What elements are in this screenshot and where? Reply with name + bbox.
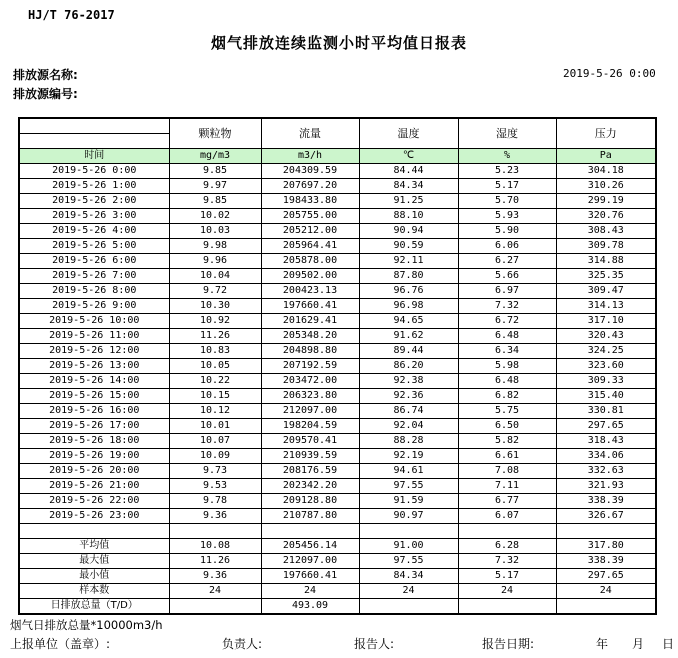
value-cell: 9.98 bbox=[169, 239, 261, 254]
value-cell: 297.65 bbox=[556, 419, 656, 434]
table-row bbox=[19, 179, 656, 194]
value-cell: 5.82 bbox=[458, 434, 556, 449]
value-cell: 86.20 bbox=[359, 359, 458, 374]
value-cell bbox=[359, 524, 458, 539]
time-cell: 2019-5-26 12:00 bbox=[19, 344, 169, 359]
value-cell bbox=[458, 599, 556, 615]
time-cell: 2019-5-26 0:00 bbox=[19, 164, 169, 179]
value-cell: 9.36 bbox=[169, 509, 261, 524]
time-cell: 2019-5-26 2:00 bbox=[19, 194, 169, 209]
value-cell: 84.34 bbox=[359, 569, 458, 584]
value-cell: 97.55 bbox=[359, 554, 458, 569]
table-row bbox=[19, 269, 656, 284]
value-cell: 205964.41 bbox=[261, 239, 359, 254]
value-cell: 212097.00 bbox=[261, 554, 359, 569]
value-cell bbox=[359, 599, 458, 615]
value-cell: 304.18 bbox=[556, 164, 656, 179]
time-cell bbox=[19, 524, 169, 539]
table-row bbox=[19, 509, 656, 524]
value-cell: 6.34 bbox=[458, 344, 556, 359]
value-cell: 314.88 bbox=[556, 254, 656, 269]
time-cell: 2019-5-26 7:00 bbox=[19, 269, 169, 284]
value-cell: 198433.80 bbox=[261, 194, 359, 209]
table-body bbox=[19, 164, 656, 615]
table-row bbox=[19, 374, 656, 389]
table-row bbox=[19, 299, 656, 314]
value-cell: 321.93 bbox=[556, 479, 656, 494]
value-cell: 89.44 bbox=[359, 344, 458, 359]
value-cell: 6.06 bbox=[458, 239, 556, 254]
value-cell: 308.43 bbox=[556, 224, 656, 239]
time-cell: 2019-5-26 4:00 bbox=[19, 224, 169, 239]
value-cell: 210939.59 bbox=[261, 449, 359, 464]
time-cell: 2019-5-26 14:00 bbox=[19, 374, 169, 389]
day-label: 日 bbox=[662, 637, 675, 651]
value-cell: 94.65 bbox=[359, 314, 458, 329]
summary-row bbox=[19, 584, 656, 599]
value-cell: 203472.00 bbox=[261, 374, 359, 389]
unit-cell-flow: m3/h bbox=[261, 149, 359, 164]
table-row bbox=[19, 194, 656, 209]
value-cell: 323.60 bbox=[556, 359, 656, 374]
value-cell: 334.06 bbox=[556, 449, 656, 464]
report-date-label: 报告日期: bbox=[482, 637, 535, 651]
value-cell: 10.04 bbox=[169, 269, 261, 284]
report-unit-label: 上报单位（盖章）: bbox=[10, 637, 111, 651]
value-cell: 92.36 bbox=[359, 389, 458, 404]
value-cell: 205348.20 bbox=[261, 329, 359, 344]
value-cell: 6.07 bbox=[458, 509, 556, 524]
value-cell: 7.32 bbox=[458, 299, 556, 314]
value-cell: 86.74 bbox=[359, 404, 458, 419]
value-cell: 7.11 bbox=[458, 479, 556, 494]
value-cell: 11.26 bbox=[169, 554, 261, 569]
value-cell: 209502.00 bbox=[261, 269, 359, 284]
table-row bbox=[19, 389, 656, 404]
value-cell: 90.97 bbox=[359, 509, 458, 524]
table-row bbox=[19, 329, 656, 344]
time-cell: 2019-5-26 5:00 bbox=[19, 239, 169, 254]
value-cell: 6.97 bbox=[458, 284, 556, 299]
value-cell: 90.59 bbox=[359, 239, 458, 254]
value-cell: 9.78 bbox=[169, 494, 261, 509]
value-cell: 10.03 bbox=[169, 224, 261, 239]
value-cell: 5.93 bbox=[458, 209, 556, 224]
value-cell: 205755.00 bbox=[261, 209, 359, 224]
value-cell: 198204.59 bbox=[261, 419, 359, 434]
value-cell: 5.70 bbox=[458, 194, 556, 209]
value-cell: 202342.20 bbox=[261, 479, 359, 494]
value-cell: 96.76 bbox=[359, 284, 458, 299]
value-cell: 197660.41 bbox=[261, 299, 359, 314]
source-name-label: 排放源名称: bbox=[13, 68, 78, 82]
value-cell: 299.19 bbox=[556, 194, 656, 209]
value-cell: 97.55 bbox=[359, 479, 458, 494]
value-cell: 88.10 bbox=[359, 209, 458, 224]
value-cell: 210787.80 bbox=[261, 509, 359, 524]
unit-cell-particulate: mg/m3 bbox=[169, 149, 261, 164]
value-cell: 209570.41 bbox=[261, 434, 359, 449]
time-cell: 2019-5-26 9:00 bbox=[19, 299, 169, 314]
standard-code: HJ/T 76-2017 bbox=[28, 8, 115, 22]
value-cell: 9.73 bbox=[169, 464, 261, 479]
value-cell: 9.36 bbox=[169, 569, 261, 584]
value-cell: 204898.80 bbox=[261, 344, 359, 359]
value-cell: 5.17 bbox=[458, 569, 556, 584]
value-cell: 207697.20 bbox=[261, 179, 359, 194]
value-cell: 91.25 bbox=[359, 194, 458, 209]
header-row-top bbox=[19, 118, 656, 134]
summary-row bbox=[19, 569, 656, 584]
value-cell: 9.72 bbox=[169, 284, 261, 299]
value-cell: 310.26 bbox=[556, 179, 656, 194]
table-row bbox=[19, 464, 656, 479]
value-cell: 309.47 bbox=[556, 284, 656, 299]
time-cell: 2019-5-26 21:00 bbox=[19, 479, 169, 494]
value-cell: 7.08 bbox=[458, 464, 556, 479]
value-cell: 92.19 bbox=[359, 449, 458, 464]
time-cell: 2019-5-26 10:00 bbox=[19, 314, 169, 329]
value-cell: 297.65 bbox=[556, 569, 656, 584]
value-cell: 309.33 bbox=[556, 374, 656, 389]
time-cell: 2019-5-26 18:00 bbox=[19, 434, 169, 449]
summary-row bbox=[19, 539, 656, 554]
col-header-particulate: 颗粒物 bbox=[169, 118, 261, 149]
month-label: 月 bbox=[632, 637, 645, 651]
time-cell: 2019-5-26 15:00 bbox=[19, 389, 169, 404]
value-cell: 9.97 bbox=[169, 179, 261, 194]
value-cell: 493.09 bbox=[261, 599, 359, 615]
value-cell: 96.98 bbox=[359, 299, 458, 314]
value-cell: 24 bbox=[261, 584, 359, 599]
time-cell: 2019-5-26 20:00 bbox=[19, 464, 169, 479]
value-cell: 10.01 bbox=[169, 419, 261, 434]
col-header-temperature: 温度 bbox=[359, 118, 458, 149]
unit-cell-temperature: ℃ bbox=[359, 149, 458, 164]
value-cell: 7.32 bbox=[458, 554, 556, 569]
spacer-row bbox=[19, 524, 656, 539]
value-cell: 5.23 bbox=[458, 164, 556, 179]
value-cell: 91.00 bbox=[359, 539, 458, 554]
value-cell: 318.43 bbox=[556, 434, 656, 449]
value-cell bbox=[556, 599, 656, 615]
value-cell: 6.50 bbox=[458, 419, 556, 434]
value-cell: 6.77 bbox=[458, 494, 556, 509]
table-row bbox=[19, 224, 656, 239]
time-cell: 2019-5-26 11:00 bbox=[19, 329, 169, 344]
table-row bbox=[19, 284, 656, 299]
table-row bbox=[19, 419, 656, 434]
table-row bbox=[19, 254, 656, 269]
time-cell: 2019-5-26 16:00 bbox=[19, 404, 169, 419]
value-cell: 10.02 bbox=[169, 209, 261, 224]
time-cell: 2019-5-26 22:00 bbox=[19, 494, 169, 509]
value-cell: 324.25 bbox=[556, 344, 656, 359]
value-cell: 205212.00 bbox=[261, 224, 359, 239]
value-cell: 5.75 bbox=[458, 404, 556, 419]
value-cell: 317.10 bbox=[556, 314, 656, 329]
row-label-cell: 样本数 bbox=[19, 584, 169, 599]
value-cell: 201629.41 bbox=[261, 314, 359, 329]
value-cell: 10.08 bbox=[169, 539, 261, 554]
source-id-label: 排放源编号: bbox=[13, 87, 78, 101]
value-cell: 207192.59 bbox=[261, 359, 359, 374]
table-row bbox=[19, 449, 656, 464]
value-cell: 204309.59 bbox=[261, 164, 359, 179]
unit-cell-humidity: % bbox=[458, 149, 556, 164]
table-row bbox=[19, 344, 656, 359]
header-empty-bottom-cell bbox=[19, 134, 169, 149]
time-cell: 2019-5-26 17:00 bbox=[19, 419, 169, 434]
value-cell: 325.35 bbox=[556, 269, 656, 284]
value-cell: 5.66 bbox=[458, 269, 556, 284]
value-cell: 200423.13 bbox=[261, 284, 359, 299]
value-cell: 206323.80 bbox=[261, 389, 359, 404]
value-cell bbox=[556, 524, 656, 539]
value-cell: 326.67 bbox=[556, 509, 656, 524]
report-datetime: 2019-5-26 0:00 bbox=[563, 67, 656, 80]
table-row bbox=[19, 239, 656, 254]
row-label-cell: 最小值 bbox=[19, 569, 169, 584]
value-cell: 92.11 bbox=[359, 254, 458, 269]
value-cell: 314.13 bbox=[556, 299, 656, 314]
page-title: 烟气排放连续监测小时平均值日报表 bbox=[210, 34, 467, 52]
table-row bbox=[19, 164, 656, 179]
value-cell: 320.43 bbox=[556, 329, 656, 344]
value-cell: 9.85 bbox=[169, 164, 261, 179]
value-cell: 6.82 bbox=[458, 389, 556, 404]
value-cell: 317.80 bbox=[556, 539, 656, 554]
value-cell: 90.94 bbox=[359, 224, 458, 239]
reporter-label: 报告人: bbox=[354, 637, 395, 651]
value-cell bbox=[169, 599, 261, 615]
value-cell: 88.28 bbox=[359, 434, 458, 449]
table-row bbox=[19, 359, 656, 374]
value-cell: 10.92 bbox=[169, 314, 261, 329]
total-emission-note: 烟气日排放总量*10000m3/h bbox=[10, 618, 163, 632]
row-label-cell: 日排放总量（T/D） bbox=[19, 599, 169, 615]
value-cell: 91.62 bbox=[359, 329, 458, 344]
time-cell: 2019-5-26 6:00 bbox=[19, 254, 169, 269]
summary-row bbox=[19, 554, 656, 569]
value-cell: 205456.14 bbox=[261, 539, 359, 554]
value-cell: 6.48 bbox=[458, 374, 556, 389]
table-row bbox=[19, 479, 656, 494]
value-cell: 209128.80 bbox=[261, 494, 359, 509]
value-cell: 24 bbox=[556, 584, 656, 599]
value-cell: 24 bbox=[169, 584, 261, 599]
table-row bbox=[19, 209, 656, 224]
col-header-humidity: 湿度 bbox=[458, 118, 556, 149]
row-label-cell: 平均值 bbox=[19, 539, 169, 554]
unit-cell-pressure: Pa bbox=[556, 149, 656, 164]
value-cell: 10.22 bbox=[169, 374, 261, 389]
value-cell: 91.59 bbox=[359, 494, 458, 509]
value-cell: 6.61 bbox=[458, 449, 556, 464]
value-cell: 10.12 bbox=[169, 404, 261, 419]
time-cell: 2019-5-26 19:00 bbox=[19, 449, 169, 464]
year-label: 年 bbox=[596, 637, 609, 651]
manager-label: 负责人: bbox=[222, 637, 263, 651]
value-cell: 5.90 bbox=[458, 224, 556, 239]
value-cell: 6.48 bbox=[458, 329, 556, 344]
value-cell: 6.72 bbox=[458, 314, 556, 329]
time-cell: 2019-5-26 23:00 bbox=[19, 509, 169, 524]
value-cell: 9.96 bbox=[169, 254, 261, 269]
header-empty-top-cell bbox=[19, 118, 169, 134]
value-cell: 205878.00 bbox=[261, 254, 359, 269]
table-row bbox=[19, 494, 656, 509]
value-cell: 10.05 bbox=[169, 359, 261, 374]
table-row bbox=[19, 434, 656, 449]
time-cell: 2019-5-26 3:00 bbox=[19, 209, 169, 224]
value-cell: 84.34 bbox=[359, 179, 458, 194]
value-cell: 197660.41 bbox=[261, 569, 359, 584]
value-cell: 5.17 bbox=[458, 179, 556, 194]
value-cell: 92.38 bbox=[359, 374, 458, 389]
value-cell: 92.04 bbox=[359, 419, 458, 434]
time-cell: 2019-5-26 8:00 bbox=[19, 284, 169, 299]
value-cell bbox=[169, 524, 261, 539]
value-cell: 338.39 bbox=[556, 494, 656, 509]
value-cell: 94.61 bbox=[359, 464, 458, 479]
value-cell: 10.15 bbox=[169, 389, 261, 404]
summary-row bbox=[19, 599, 656, 615]
value-cell: 6.28 bbox=[458, 539, 556, 554]
value-cell: 87.80 bbox=[359, 269, 458, 284]
value-cell: 332.63 bbox=[556, 464, 656, 479]
value-cell: 11.26 bbox=[169, 329, 261, 344]
unit-row bbox=[19, 149, 656, 164]
value-cell: 10.07 bbox=[169, 434, 261, 449]
value-cell: 320.76 bbox=[556, 209, 656, 224]
value-cell: 10.09 bbox=[169, 449, 261, 464]
signature-line bbox=[0, 635, 678, 651]
value-cell: 309.78 bbox=[556, 239, 656, 254]
value-cell: 24 bbox=[458, 584, 556, 599]
value-cell bbox=[261, 524, 359, 539]
value-cell: 6.27 bbox=[458, 254, 556, 269]
value-cell: 10.30 bbox=[169, 299, 261, 314]
value-cell: 330.81 bbox=[556, 404, 656, 419]
value-cell: 10.83 bbox=[169, 344, 261, 359]
table-row bbox=[19, 404, 656, 419]
table-row bbox=[19, 314, 656, 329]
monitoring-table bbox=[18, 117, 657, 615]
col-header-flow: 流量 bbox=[261, 118, 359, 149]
value-cell: 9.85 bbox=[169, 194, 261, 209]
time-header-cell: 时间 bbox=[19, 149, 169, 164]
value-cell: 212097.00 bbox=[261, 404, 359, 419]
time-cell: 2019-5-26 1:00 bbox=[19, 179, 169, 194]
value-cell: 24 bbox=[359, 584, 458, 599]
row-label-cell: 最大值 bbox=[19, 554, 169, 569]
value-cell bbox=[458, 524, 556, 539]
value-cell: 9.53 bbox=[169, 479, 261, 494]
value-cell: 338.39 bbox=[556, 554, 656, 569]
col-header-pressure: 压力 bbox=[556, 118, 656, 149]
time-cell: 2019-5-26 13:00 bbox=[19, 359, 169, 374]
value-cell: 84.44 bbox=[359, 164, 458, 179]
value-cell: 5.98 bbox=[458, 359, 556, 374]
value-cell: 315.40 bbox=[556, 389, 656, 404]
value-cell: 208176.59 bbox=[261, 464, 359, 479]
